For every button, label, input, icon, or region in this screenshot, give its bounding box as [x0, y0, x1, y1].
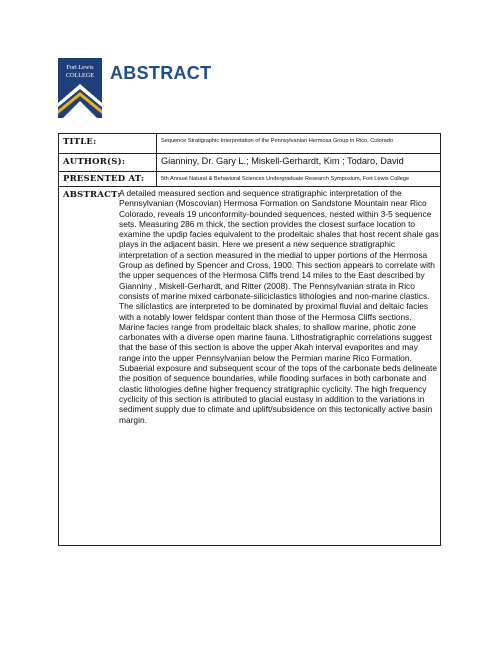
- presented-value: 5th Annual Natural & Behavioral Sciences Undergraduate Research Symposium, Fort Lewis College: [161, 176, 410, 182]
- abstract-section: [59, 187, 440, 545]
- page-heading: ABSTRACT: [110, 63, 212, 83]
- title-value: Sequence Stratigraphic Interpretation of the Pennsylvanian Hermosa Group in Rico, Colorado: [161, 138, 393, 144]
- authors-value: Gianniny, Dr. Gary L.; Miskell-Gerhardt, Kim ; Todaro, David: [161, 156, 404, 166]
- abstract-text: A detailed measured section and sequence stratigraphic interpretation of the Pennsylvanian (Moscovian) Hermosa Formation on Sandstone Mountain near Rico Colorado, reveals 19 unconformity-bounded sequences, nested within 3-5 sequence sets. Measuring 286 m thick, the section provides the closest surface location to examine the updip facies equivalent to the prodeltaic shales that host recent shale gas plays in the adjacent basin. Here we present a new sequence stratigraphic interpretation of a section measured in the medial to upper portions of the Hermosa Group as defined by Spencer and Cross, 1900. This section appears to correlate with the upper sequences of the Hermosa Cliffs trend 14 miles to the East described by Gianniny , Miskell-Gerhardt, and Ritter (2008). The Pennsylvanian strata in Rico consists of marine mixed carbonate-siliciclastics lithologies and non-marine clastics. The siliclastics are interpreted to be dominated by proximal fluvial and deltaic facies with a notably lower feldspar content than those of the Hermosa Cliffs sections. Marine facies range from prodeltaic black shales, to shallow marine, photic zone carbonates with a diverse open marine fauna. Lithostratigraphic correlations suggest that the base of this section is above the upper Akah interval evaporites and may range into the upper Pennsylvanian below the Permian marine Rico Formation. Subaerial exposure and subsequent scour of the tops of the carbonate beds delineate the position of sequence boundaries, while flooding surfaces in both carbonate and clastic lithologies define higher frequency stratigraphic cyclicity. The high frequency cyclicity of this section is attributed to glacial eustasy in addition to the variations in sediment supply due to climate and uplift/subsidence on this tectonically active basin margin.: [119, 188, 439, 425]
- authors-label: AUTHOR(S):: [59, 154, 157, 171]
- title-label: TITLE:: [59, 134, 157, 153]
- logo-line2: COLLEGE: [65, 72, 95, 79]
- logo-line1: Fort Lewis: [66, 64, 94, 71]
- authors-row: [59, 154, 440, 172]
- title-row: [59, 134, 440, 154]
- presented-label: PRESENTED AT:: [59, 172, 157, 186]
- college-logo: [58, 58, 102, 118]
- college-logo-icon: [58, 58, 102, 118]
- presented-row: [59, 172, 440, 187]
- abstract-label: ABSTRACT:: [63, 190, 121, 200]
- abstract-form: [58, 133, 441, 546]
